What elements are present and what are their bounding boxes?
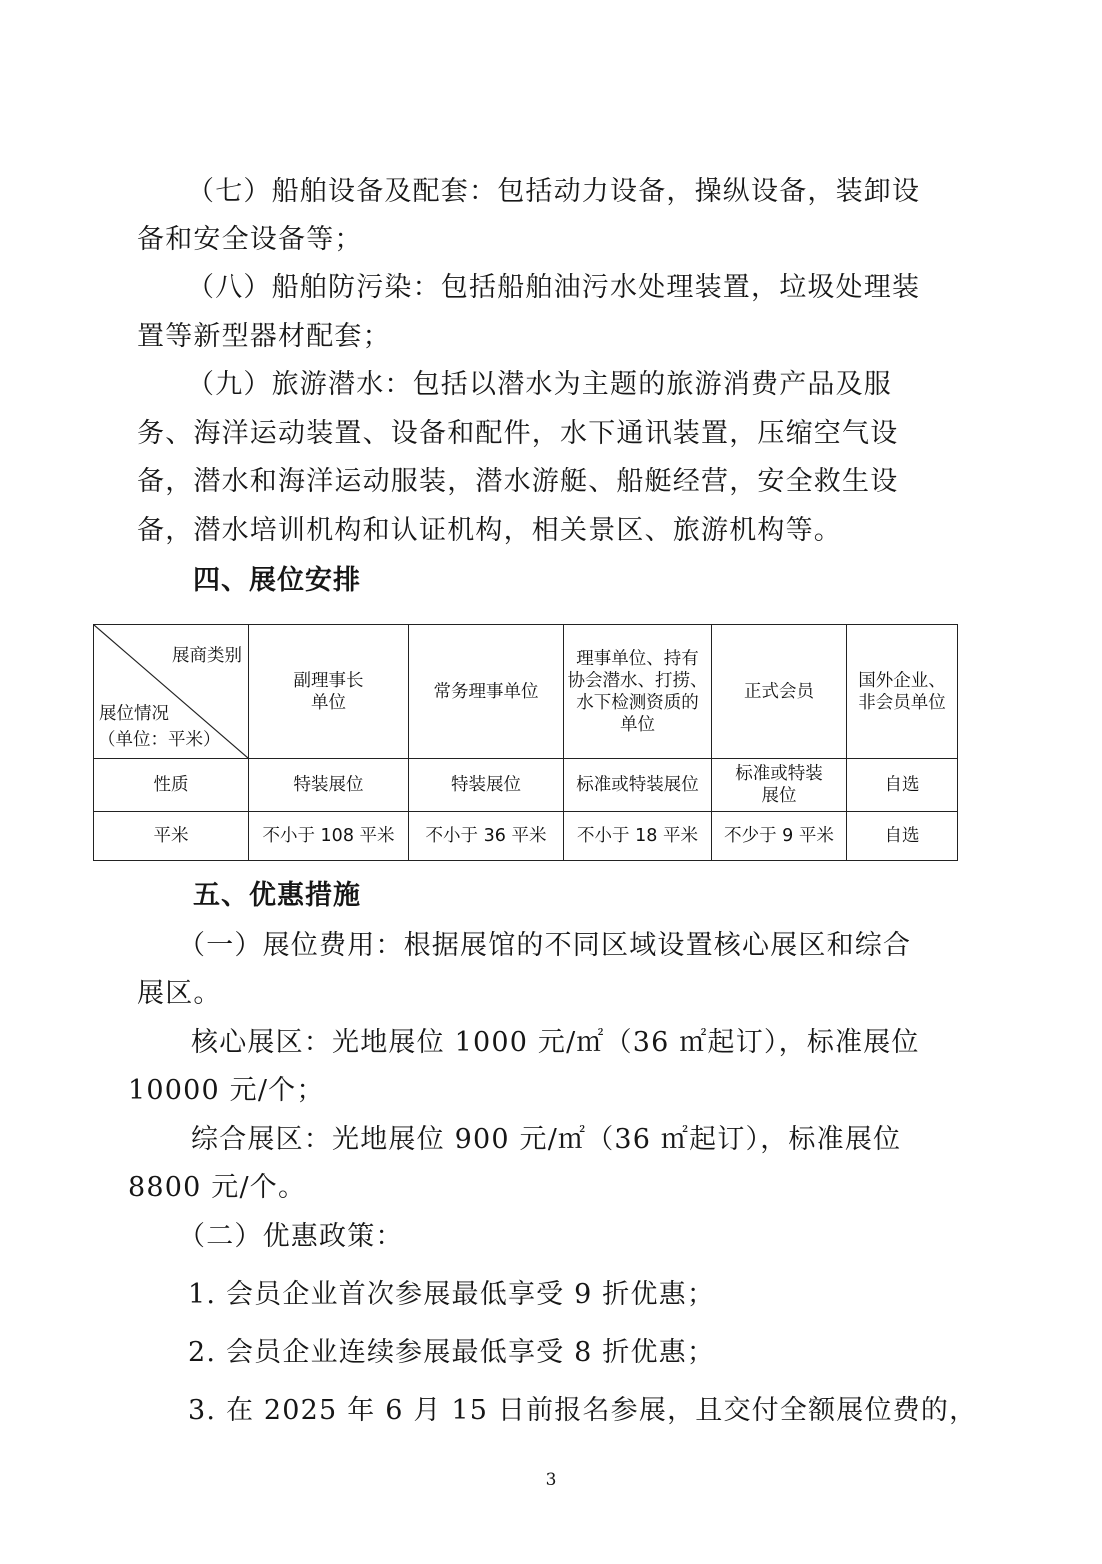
header-cell: 理事单位、持有 协会潜水、打捞、 水下检测资质的 单位 <box>564 625 712 759</box>
corner-label-unit: （单位：平米） <box>98 730 221 750</box>
paragraph-9-line-3: 备，潜水和海洋运动服装，潜水游艇、船艇经营，安全救生设 <box>137 466 899 497</box>
discount-item-1: 1. 会员企业首次参展最低享受 9 折优惠； <box>188 1279 716 1310</box>
table-cell: 标准或特装展位 <box>564 759 712 812</box>
row-label: 平米 <box>94 812 249 861</box>
table-cell: 自选 <box>847 759 958 812</box>
booth-arrangement-table <box>93 624 958 861</box>
table-cell: 不小于 18 平米 <box>564 812 712 861</box>
paragraph-9-line-4: 备，潜水培训机构和认证机构，相关景区、旅游机构等。 <box>137 515 842 546</box>
paragraph-7-line-2: 备和安全设备等； <box>137 224 363 255</box>
fee-paragraph-line-1: （一）展位费用：根据展馆的不同区域设置核心展区和综合 <box>178 930 912 961</box>
section-5-heading: 五、优惠措施 <box>193 880 361 911</box>
core-zone-line-1: 核心展区：光地展位 1000 元/㎡（36 ㎡起订），标准展位 <box>191 1027 920 1058</box>
table-cell: 自选 <box>847 812 958 861</box>
page-number: 3 <box>545 1470 557 1490</box>
paragraph-9-line-2: 务、海洋运动装置、设备和配件，水下通讯装置，压缩空气设 <box>137 418 899 449</box>
table-row-nature <box>94 759 958 812</box>
paragraph-8-line-2: 置等新型器材配套； <box>137 321 391 352</box>
paragraph-8-line-1: （八）船舶防污染：包括船舶油污水处理装置，垃圾处理装 <box>187 272 921 303</box>
header-cell: 国外企业、 非会员单位 <box>847 625 958 759</box>
corner-label-exhibitor-type: 展商类别 <box>172 646 242 666</box>
table-cell: 特装展位 <box>249 759 409 812</box>
discount-item-3: 3. 在 2025 年 6 月 15 日前报名参展，且交付全额展位费的， <box>188 1395 978 1426</box>
row-label: 性质 <box>94 759 249 812</box>
discount-item-2: 2. 会员企业连续参展最低享受 8 折优惠； <box>188 1337 716 1368</box>
discount-policy-title: （二）优惠政策： <box>178 1221 404 1252</box>
general-zone-line-1: 综合展区：光地展位 900 元/㎡（36 ㎡起订），标准展位 <box>191 1124 902 1155</box>
header-cell: 副理事长 单位 <box>249 625 409 759</box>
table-corner-cell <box>94 625 249 759</box>
paragraph-7-line-1: （七）船舶设备及配套：包括动力设备，操纵设备，装卸设 <box>187 176 921 207</box>
table-cell: 特装展位 <box>409 759 564 812</box>
table-row-area <box>94 812 958 861</box>
general-zone-line-2: 8800 元/个。 <box>128 1172 307 1203</box>
table-cell: 标准或特装 展位 <box>712 759 847 812</box>
section-4-heading: 四、展位安排 <box>193 565 361 596</box>
paragraph-9-line-1: （九）旅游潜水：包括以潜水为主题的旅游消费产品及服 <box>187 369 892 400</box>
table-cell: 不小于 36 平米 <box>409 812 564 861</box>
table-header-row <box>94 625 958 759</box>
table-cell: 不少于 9 平米 <box>712 812 847 861</box>
header-cell: 常务理事单位 <box>409 625 564 759</box>
fee-paragraph-line-2: 展区。 <box>137 978 222 1009</box>
corner-label-booth-info: 展位情况 <box>99 704 169 724</box>
table-cell: 不小于 108 平米 <box>249 812 409 861</box>
core-zone-line-2: 10000 元/个； <box>128 1075 325 1106</box>
header-cell: 正式会员 <box>712 625 847 759</box>
